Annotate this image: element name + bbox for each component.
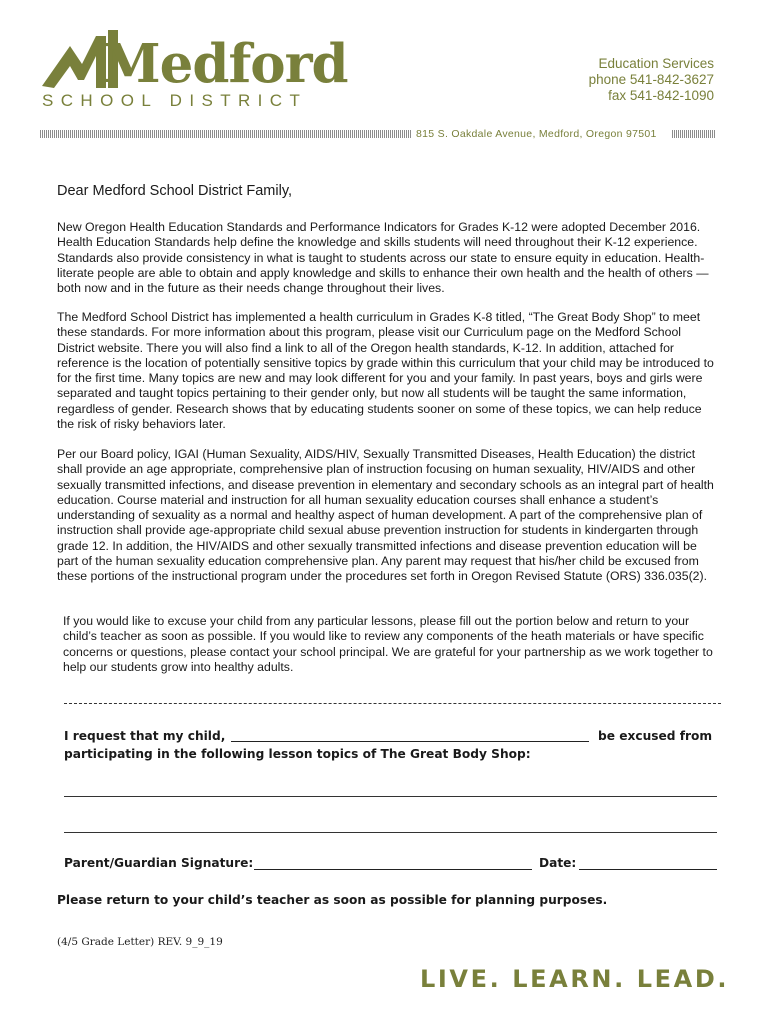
revision-note: (4/5 Grade Letter) REV. 9_9_19	[57, 936, 223, 948]
lesson-topics-line-2[interactable]	[64, 832, 717, 833]
paragraph-excuse-instructions: If you would like to excuse your child from any particular lessons, please fill out the portion below and return to your child’s teacher as soon as possible. If you would like to review any components of the heath materials or have specific concerns or questions, please contact your school principal. We are grateful for your partnership as we work together to help our students grow into healthy adults.	[63, 614, 713, 674]
lesson-topics-line-1[interactable]	[64, 796, 717, 797]
logo-subtitle: SCHOOL DISTRICT	[42, 91, 308, 110]
return-instructions: Please return to your child’s teacher as soon as possible for planning purposes.	[57, 893, 608, 907]
date-field[interactable]	[579, 869, 717, 870]
signature-field[interactable]	[254, 869, 532, 870]
letterhead-rule-left	[40, 130, 412, 138]
child-name-field[interactable]	[231, 741, 589, 742]
letter-greeting: Dear Medford School District Family,	[57, 183, 293, 199]
phone-number: phone 541-842-3627	[588, 72, 714, 87]
letterhead-rule-right	[672, 130, 716, 138]
paragraph-board-policy: Per our Board policy, IGAI (Human Sexuality, AIDS/HIV, Sexually Transmitted Diseases, Health Education) the district shall provide an age appropriate, comprehensive plan of instruction focusing on human sexuality, HIV/AIDS and other sexually transmitted infections, and disease prevention in elementary and secondary schools as an integral part of health education. Course material and instruction for all human sexuality education courses shall enhance a student’s understanding of sexuality as a normal and healthy aspect of human development. A part of the comprehensive plan of instruction shall provide age-appropriate child sexual abuse prevention instruction for students in kindergarten through grade 12. In addition, the HIV/AIDS and other sexually transmitted infections and disease prevention education will be part of the human sexuality education comprehensive plan. Any parent may request that his/her child be excused from these portions of the instructional program under the procedures set forth in Oregon Revised Statute (ORS) 336.035(2).	[57, 447, 714, 584]
district-motto: LIVE. LEARN. LEAD.	[420, 965, 730, 993]
request-label-continued: participating in the following lesson topics of The Great Body Shop:	[64, 747, 531, 761]
logo-wordmark: Medford	[102, 33, 348, 95]
paragraph-standards: New Oregon Health Education Standards and Performance Indicators for Grades K-12 were adopted December 2016. Health Education Standards help define the knowledge and skills students will need throughout their K-12 experience. Standards also provide consistency in what is taught to students across our state to ensure equity in education. Health-literate people are able to obtain and apply knowledge and skills to enhance their own health and the health of others — both now and in the future as their needs change throughout their lives.	[57, 220, 709, 296]
contact-block	[494, 56, 714, 104]
request-label-end: be excused from	[598, 729, 713, 743]
request-label: I request that my child,	[64, 729, 226, 743]
fax-number: fax 541-842-1090	[608, 88, 714, 103]
district-address: 815 S. Oakdale Avenue, Medford, Oregon 97501	[416, 128, 657, 140]
cut-line	[64, 703, 721, 704]
date-label: Date:	[539, 856, 577, 870]
paragraph-curriculum: The Medford School District has implemented a health curriculum in Grades K-8 titled, “The Great Body Shop” to meet these standards. For more information about this program, please visit our Curriculum page on the Medford School District website. There you will also find a link to all of the Oregon health standards, K-12. In addition, attached for reference is the location of potentially sensitive topics by grade within this curriculum that your child may be introduced to for the first time. Many topics are new and may look different for you and your family. In past years, boys and girls were separated and taught topics pertaining to their gender only, but now all students will be taught the same information, regardless of gender. Research shows that by educating students sooner on some of these topics, we can help reduce the risk of risky behaviors later.	[57, 310, 714, 432]
signature-label: Parent/Guardian Signature:	[64, 856, 254, 870]
department-name: Education Services	[598, 56, 714, 71]
